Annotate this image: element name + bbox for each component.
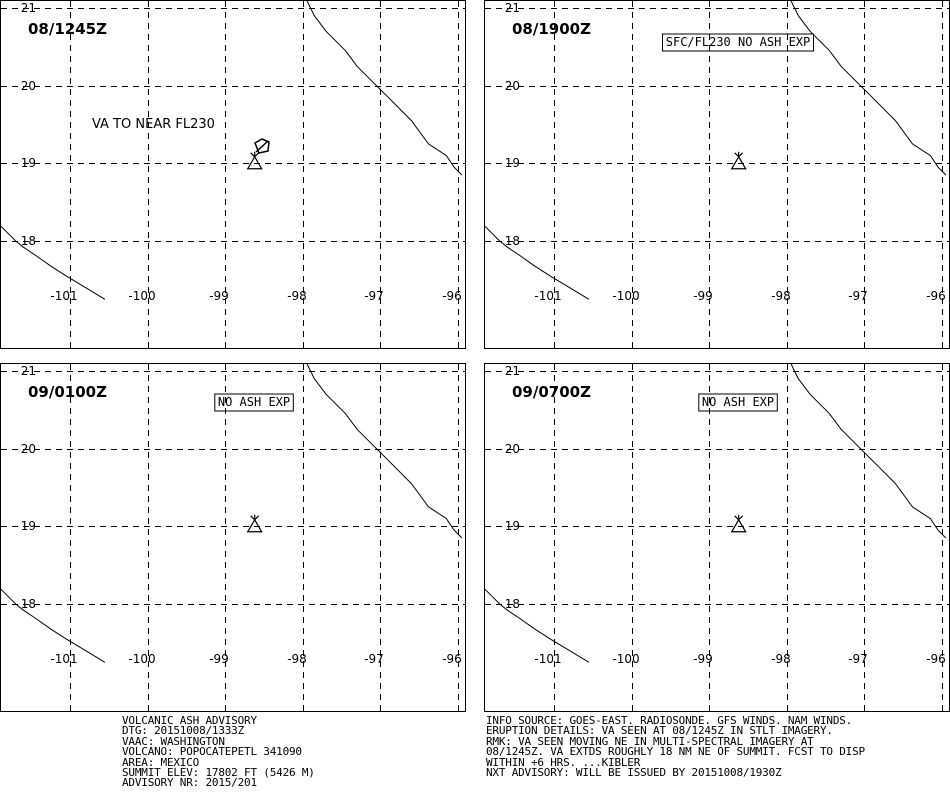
lat-tick-label: 19 <box>20 156 36 170</box>
lat-tick-label: 19 <box>504 519 520 533</box>
boxed-label-text: SFC/FL230 NO ASH EXP <box>665 35 811 49</box>
panel-time-label: 09/0100Z <box>28 383 107 401</box>
advisory-line: VOLCANO: POPOCATEPETL 341090 <box>122 745 302 759</box>
lon-tick-label: -98 <box>287 652 307 666</box>
ash-height-annotation: VA TO NEAR FL230 <box>92 117 215 132</box>
advisory-line: ADVISORY NR: 2015/201 <box>122 776 257 790</box>
no-ash-expected-label <box>215 394 293 411</box>
lon-tick-label: -100 <box>128 652 156 666</box>
advisory-line: DTG: 20151008/1333Z <box>122 724 245 738</box>
map-panel-4 <box>484 363 950 712</box>
lon-tick-label: -98 <box>287 289 307 303</box>
lon-tick-label: -101 <box>50 289 78 303</box>
panel-time-label: 08/1245Z <box>28 20 107 38</box>
lon-tick-label: -96 <box>926 289 946 303</box>
lon-tick-label: -99 <box>209 652 229 666</box>
lat-tick-label: 21 <box>504 364 520 378</box>
no-ash-expected-label <box>663 34 814 51</box>
lon-tick-label: -99 <box>693 652 713 666</box>
map-panel-2 <box>484 0 950 349</box>
advisory-line: AREA: MEXICO <box>122 755 200 769</box>
lat-tick-label: 19 <box>504 156 520 170</box>
map-panel-3 <box>0 363 466 712</box>
lat-tick-label: 20 <box>20 442 36 456</box>
lon-tick-label: -97 <box>848 289 868 303</box>
lon-tick-label: -97 <box>364 652 384 666</box>
no-ash-expected-label <box>699 394 778 411</box>
lon-tick-label: -98 <box>771 289 791 303</box>
lon-tick-label: -98 <box>771 652 791 666</box>
advisory-line: NXT ADVISORY: WILL BE ISSUED BY 20151008/1930Z <box>486 765 782 779</box>
lat-tick-label: 18 <box>20 597 36 611</box>
lat-tick-label: 19 <box>20 519 36 533</box>
boxed-label-text: NO ASH EXP <box>701 395 775 409</box>
lon-tick-label: -96 <box>926 652 946 666</box>
lon-tick-label: -100 <box>612 289 640 303</box>
lat-tick-label: 21 <box>20 364 36 378</box>
lat-tick-label: 20 <box>20 79 36 93</box>
lat-tick-label: 20 <box>504 79 520 93</box>
lon-tick-label: -101 <box>50 652 78 666</box>
advisory-line: INFO SOURCE: GOES-EAST. RADIOSONDE. GFS WINDS. NAM WINDS. <box>486 714 853 727</box>
advisory-line: WITHIN +6 HRS. ...KIBLER <box>486 755 641 769</box>
boxed-label-text: NO ASH EXP <box>217 395 291 409</box>
lat-tick-label: 18 <box>504 234 520 248</box>
lat-tick-label: 21 <box>20 1 36 15</box>
lon-tick-label: -97 <box>848 652 868 666</box>
lon-tick-label: -99 <box>693 289 713 303</box>
advisory-line: VAAC: WASHINGTON <box>122 734 225 748</box>
advisory-line: RMK: VA SEEN MOVING NE IN MULTI-SPECTRAL IMAGERY AT <box>486 734 814 748</box>
lon-tick-label: -96 <box>442 289 462 303</box>
lat-tick-label: 21 <box>504 1 520 15</box>
advisory-line: SUMMIT ELEV: 17802 FT (5426 M) <box>122 765 315 779</box>
advisory-remarks-text <box>486 716 865 778</box>
lon-tick-label: -96 <box>442 652 462 666</box>
advisory-line: VOLCANIC ASH ADVISORY <box>122 714 257 727</box>
lon-tick-label: -97 <box>364 289 384 303</box>
lon-tick-label: -101 <box>534 289 562 303</box>
lon-tick-label: -100 <box>128 289 156 303</box>
panel-time-label: 09/0700Z <box>512 383 591 401</box>
lat-tick-label: 18 <box>504 597 520 611</box>
lat-tick-label: 18 <box>20 234 36 248</box>
panel-time-label: 08/1900Z <box>512 20 591 38</box>
lat-tick-label: 20 <box>504 442 520 456</box>
lon-tick-label: -100 <box>612 652 640 666</box>
advisory-line: 08/1245Z. VA EXTDS ROUGHLY 18 NM NE OF SUMMIT. FCST TO DISP <box>486 745 865 759</box>
map-panel-1 <box>0 0 466 349</box>
lon-tick-label: -101 <box>534 652 562 666</box>
advisory-header-text <box>122 716 315 789</box>
advisory-line: ERUPTION DETAILS: VA SEEN AT 08/1245Z IN STLT IMAGERY. <box>486 724 833 738</box>
lon-tick-label: -99 <box>209 289 229 303</box>
